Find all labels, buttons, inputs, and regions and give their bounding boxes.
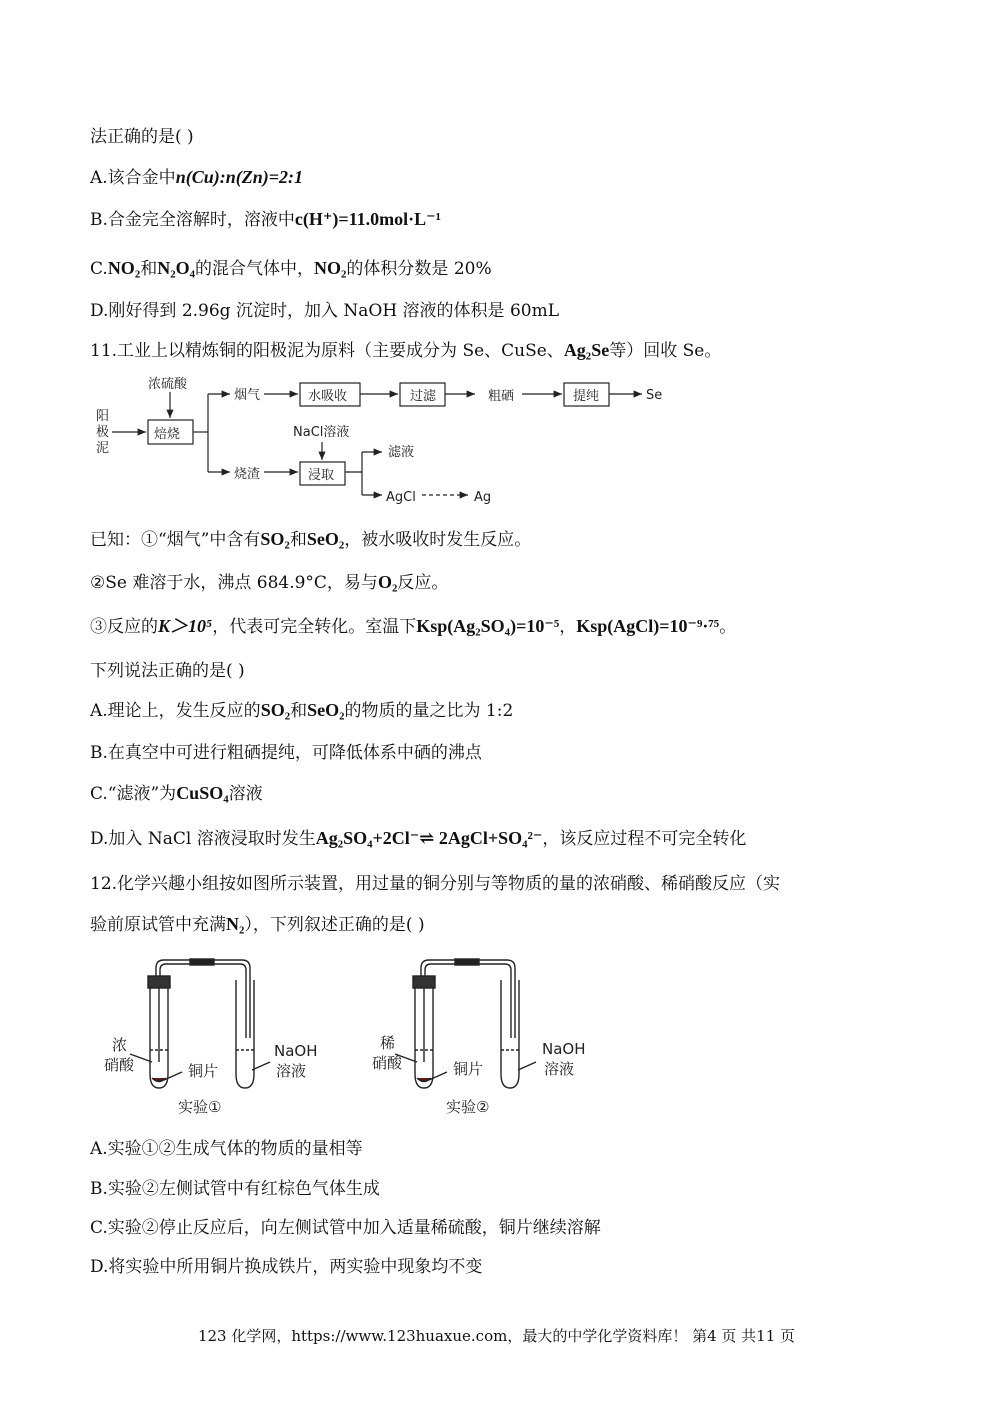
q12-option-c: C.实验②停止反应后，向左侧试管中加入适量稀硫酸，铜片继续溶解 bbox=[90, 1218, 601, 1238]
q11-stem-formula: Ag₂Se bbox=[563, 340, 610, 360]
q10-c-mid2: 的混合气体中， bbox=[195, 259, 315, 279]
q11-flowchart bbox=[90, 372, 515, 507]
q10-b-formula: c(H⁺)=11.0mol·L⁻¹ bbox=[294, 209, 442, 229]
q12-option-d: D.将实验中所用铜片换成铁片，两实验中现象均不变 bbox=[90, 1257, 483, 1277]
q10-a-text: A.该合金中 bbox=[90, 168, 176, 188]
flow-filtrate: 滤液 bbox=[388, 445, 415, 460]
q11-c-pre: C.“滤液”为 bbox=[90, 784, 177, 804]
k3-f3: Ksp(AgCl)=10⁻⁹·⁷⁵ bbox=[576, 616, 720, 636]
flow-absorb: 水吸收 bbox=[308, 389, 348, 404]
fig1-caption: 实验① bbox=[178, 1098, 222, 1116]
q10-option-c bbox=[90, 254, 492, 279]
fig1-naoh-2: 溶液 bbox=[276, 1062, 307, 1080]
flow-source-2: 极 bbox=[96, 425, 110, 440]
q10-stem-tail: 法正确的是( ) bbox=[90, 127, 194, 147]
k1-f1: SO₂ bbox=[260, 529, 290, 549]
q11-d-post: ，该反应过程不可完全转化 bbox=[542, 829, 747, 849]
k3-pre: ③反应的 bbox=[90, 617, 158, 637]
k3-f1: K＞10⁵ bbox=[158, 616, 213, 636]
q11-stem bbox=[90, 336, 721, 361]
q11-a-post: 的物质的量之比为 1:2 bbox=[344, 701, 514, 721]
q12-option-a: A.实验①②生成气体的物质的量相等 bbox=[90, 1139, 363, 1159]
q12-stem-2 bbox=[90, 910, 425, 935]
q11-a-mid: 和 bbox=[290, 701, 308, 721]
q11-known-2 bbox=[90, 568, 448, 593]
k1-post: ，被水吸收时发生反应。 bbox=[344, 530, 532, 550]
flow-leach: 浸取 bbox=[308, 468, 335, 483]
q11-known-3 bbox=[90, 612, 736, 638]
fig2-naoh-2: 溶液 bbox=[544, 1060, 575, 1078]
flow-source-3: 泥 bbox=[96, 441, 110, 456]
fig2-acid-2: 硝酸 bbox=[372, 1054, 403, 1072]
q11-d-f: Ag₂SO₄+2Cl⁻⇌ 2AgCl+SO₄²⁻ bbox=[315, 828, 543, 848]
flow-agcl: AgCl bbox=[386, 490, 416, 505]
q11-stem-post: 等）回收 Se。 bbox=[609, 341, 722, 361]
k3-mid: ，代表可完全转化。室温下 bbox=[212, 617, 417, 637]
q10-option-a bbox=[90, 163, 303, 188]
q12-option-b: B.实验②左侧试管中有红棕色气体生成 bbox=[90, 1179, 380, 1199]
fig2-acid-1: 稀 bbox=[380, 1034, 396, 1052]
q10-b-text: B.合金完全溶解时，溶液中 bbox=[90, 210, 295, 230]
flow-product: Se bbox=[646, 388, 663, 403]
q11-option-d bbox=[90, 824, 746, 849]
flow-ag: Ag bbox=[474, 490, 492, 505]
page-footer: 123 化学网，https://www.123huaxue.com，最大的中学化学资料库！ 第4 页 共11 页 bbox=[197, 1327, 796, 1345]
q11-flowchart-tail bbox=[510, 372, 670, 412]
flow-filter: 过滤 bbox=[410, 389, 437, 404]
k1-pre: 已知：①“烟气”中含有 bbox=[90, 530, 261, 550]
q10-c-f2: N₂O₄ bbox=[157, 258, 196, 278]
q10-option-d: D.刚好得到 2.96g 沉淀时，加入 NaOH 溶液的体积是 60mL bbox=[90, 301, 559, 321]
k2-post: 反应。 bbox=[397, 573, 449, 593]
q11-c-f: CuSO₄ bbox=[176, 783, 229, 803]
fig2-naoh-1: NaOH bbox=[542, 1040, 586, 1058]
q10-c-mid1: 和 bbox=[140, 259, 158, 279]
k1-f2: SeO₂ bbox=[306, 529, 345, 549]
q11-option-a bbox=[90, 696, 513, 721]
q11-d-pre: D.加入 NaCl 溶液浸取时发生 bbox=[90, 829, 316, 849]
q10-a-formula: n(Cu):n(Zn)=2:1 bbox=[175, 167, 303, 187]
q11-a-f1: SO₂ bbox=[260, 700, 291, 720]
fig2-copper: 铜片 bbox=[453, 1060, 484, 1078]
q12-s2-post: ），下列叙述正确的是( ) bbox=[244, 915, 425, 935]
q11-known-1 bbox=[90, 525, 531, 550]
q10-c-pre: C. bbox=[90, 259, 108, 279]
fig2-caption: 实验② bbox=[446, 1098, 490, 1116]
flow-acid: 浓硫酸 bbox=[148, 377, 188, 392]
k1-mid: 和 bbox=[289, 530, 307, 550]
flow-source-1: 阳 bbox=[96, 409, 110, 424]
flow-residue: 烧渣 bbox=[234, 467, 261, 482]
q10-c-f1: NO₂ bbox=[107, 258, 141, 278]
q10-c-f3: NO₂ bbox=[314, 258, 347, 278]
fig1-acid-2: 硝酸 bbox=[104, 1056, 135, 1074]
fig1-copper: 铜片 bbox=[188, 1062, 219, 1080]
k2-f: O₂ bbox=[377, 572, 398, 592]
q12-s2-pre: 验前原试管中充满 bbox=[90, 915, 226, 935]
k3-post: 。 bbox=[719, 617, 737, 637]
flow-purify: 提纯 bbox=[573, 389, 600, 404]
q11-ask: 下列说法正确的是( ) bbox=[90, 661, 245, 681]
q11-c-post: 溶液 bbox=[228, 784, 263, 804]
k2-pre: ②Se 难溶于水，沸点 684.9°C，易与 bbox=[90, 573, 378, 593]
q10-c-post: 的体积分数是 20% bbox=[346, 259, 492, 279]
flow-gas: 烟气 bbox=[234, 388, 261, 403]
fig1-naoh-1: NaOH bbox=[274, 1042, 318, 1060]
flow-crude: 粗硒 bbox=[488, 389, 515, 404]
q11-option-c bbox=[90, 779, 263, 804]
q10-option-b bbox=[90, 205, 441, 230]
q12-s2-f: N₂ bbox=[226, 914, 245, 934]
q11-stem-pre: 11.工业上以精炼铜的阳极泥为原料（主要成分为 Se、CuSe、 bbox=[90, 341, 564, 361]
q12-stem-1: 12.化学兴趣小组按如图所示装置，用过量的铜分别与等物质的量的浓硝酸、稀硝酸反应（实 bbox=[90, 874, 781, 894]
k3-sep: ， bbox=[559, 617, 577, 637]
q11-a-pre: A.理论上，发生反应的 bbox=[90, 701, 261, 721]
q11-a-f2: SeO₂ bbox=[307, 700, 345, 720]
k3-f2: Ksp(Ag₂SO₄)=10⁻⁵ bbox=[416, 616, 560, 636]
flow-roast: 焙烧 bbox=[154, 427, 181, 442]
fig1-acid-1: 浓 bbox=[112, 1036, 128, 1054]
q11-option-b: B.在真空中可进行粗硒提纯，可降低体系中硒的沸点 bbox=[90, 743, 482, 763]
q12-apparatus-figure bbox=[90, 958, 590, 1124]
flow-nacl: NaCl溶液 bbox=[293, 425, 350, 440]
